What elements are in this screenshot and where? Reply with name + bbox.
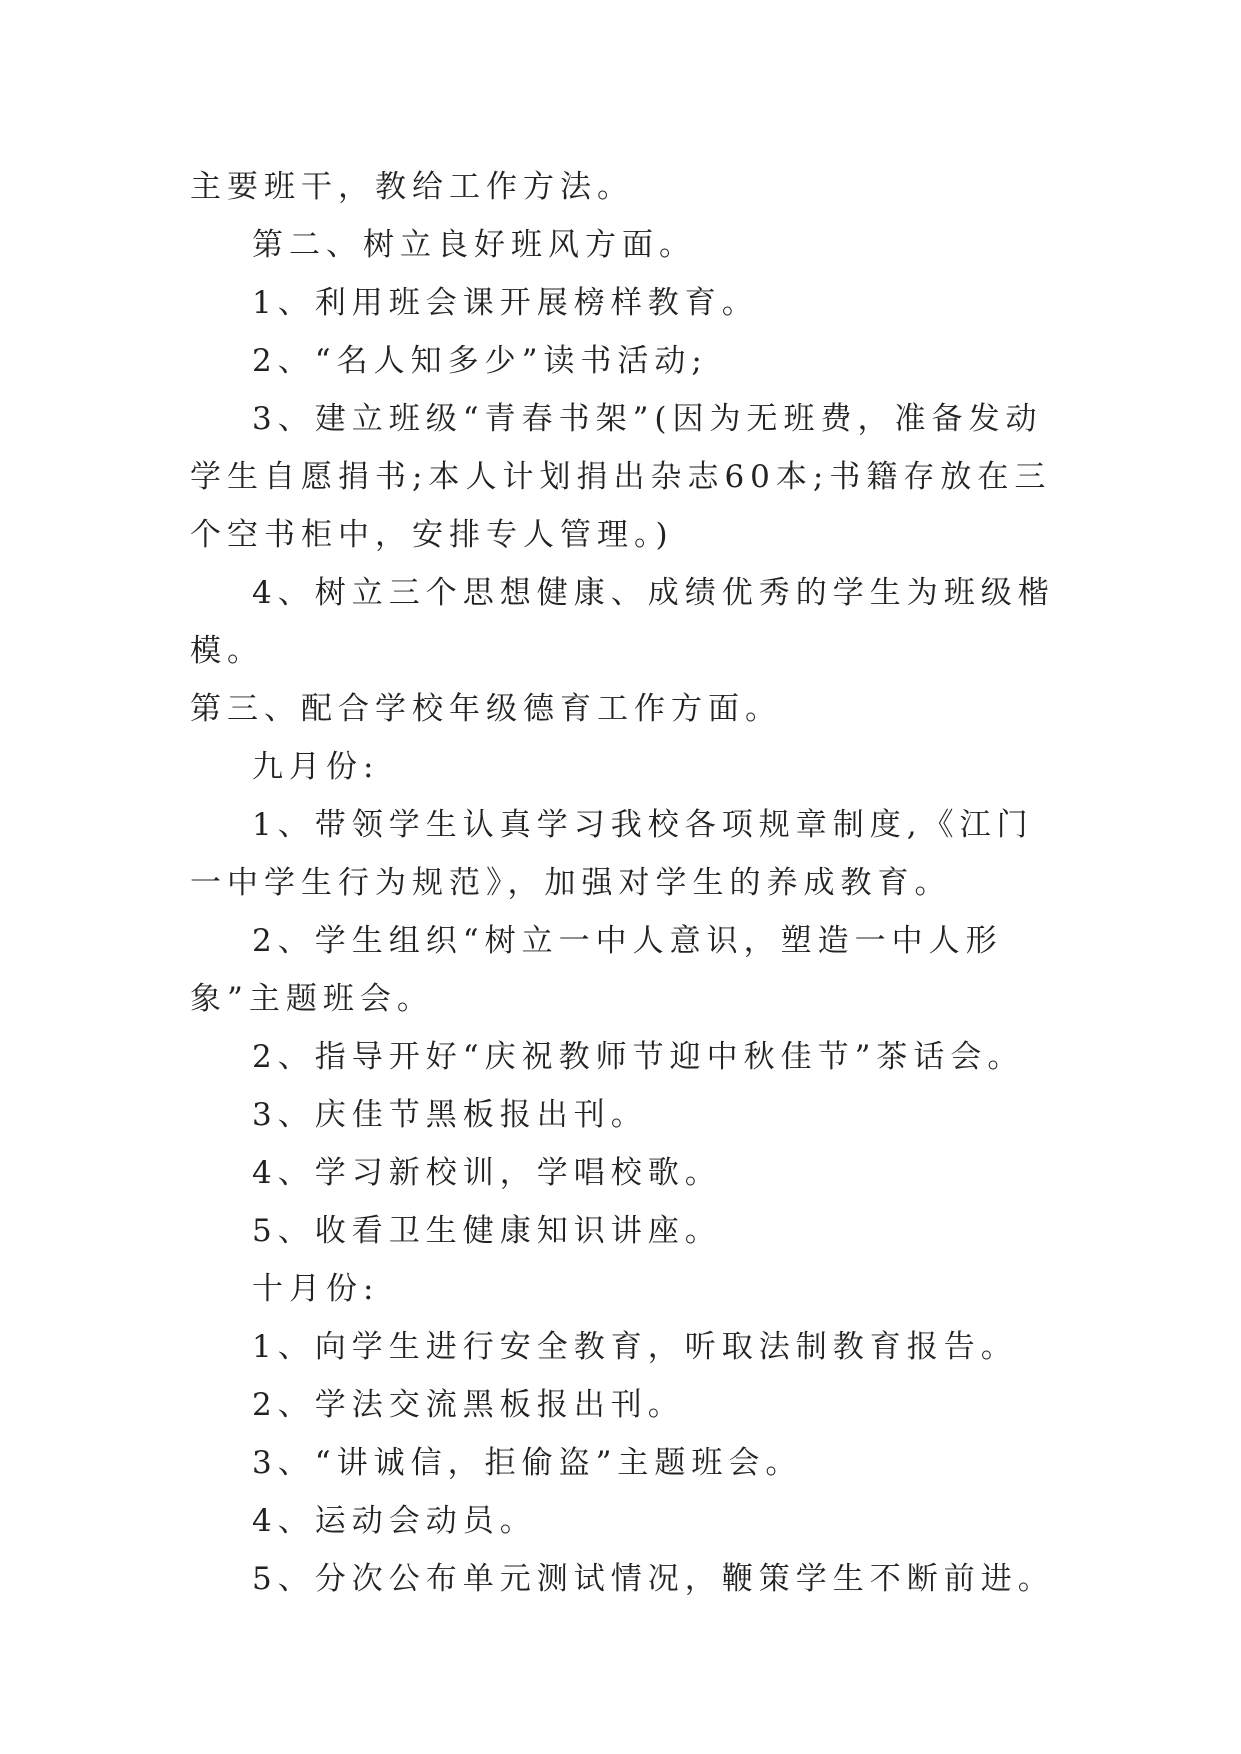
list-item: 4、运动会动员。 — [252, 1503, 537, 1539]
list-item: 4、学习新校训，学唱校歌。 — [252, 1155, 722, 1191]
list-item: 3、“讲诚信，拒偷盗”主题班会。 — [252, 1445, 803, 1481]
month-heading-september: 九月份: — [252, 749, 380, 785]
section-heading-2: 第二、树立良好班风方面。 — [252, 227, 696, 263]
list-item: 2、指导开好“庆祝教师节迎中秋佳节”茶话会。 — [252, 1039, 1025, 1075]
list-item: 4、树立三个思想健康、成绩优秀的学生为班级楷模。 — [190, 575, 1055, 669]
list-item: 2、学生组织“树立一中人意识，塑造一中人形象”主题班会。 — [190, 923, 1003, 1017]
list-item: 1、向学生进行安全教育，听取法制教育报告。 — [252, 1329, 1018, 1365]
list-item: 1、带领学生认真学习我校各项规章制度,《江门一中学生行为规范》，加强对学生的养成教育。 — [190, 807, 1034, 901]
list-item: 3、庆佳节黑板报出刊。 — [252, 1097, 648, 1133]
month-heading-october: 十月份: — [252, 1271, 380, 1307]
list-item: 1、利用班会课开展榜样教育。 — [252, 285, 759, 321]
list-item: 3、建立班级“青春书架”(因为无班费，准备发动学生自愿捐书;本人计划捐出杂志60本;书籍存放在三个空书柜中，安排专人管理。) — [190, 401, 1052, 553]
section-heading-3: 第三、配合学校年级德育工作方面。 — [190, 691, 782, 727]
list-item: 5、收看卫生健康知识讲座。 — [252, 1213, 722, 1249]
paragraph: 主要班干，教给工作方法。 — [190, 169, 634, 205]
list-item: 2、学法交流黑板报出刊。 — [252, 1387, 685, 1423]
document-body — [190, 158, 1060, 1608]
list-item: 5、分次公布单元测试情况，鞭策学生不断前进。 — [252, 1561, 1055, 1597]
list-item: 2、“名人知多少”读书活动; — [252, 343, 708, 379]
